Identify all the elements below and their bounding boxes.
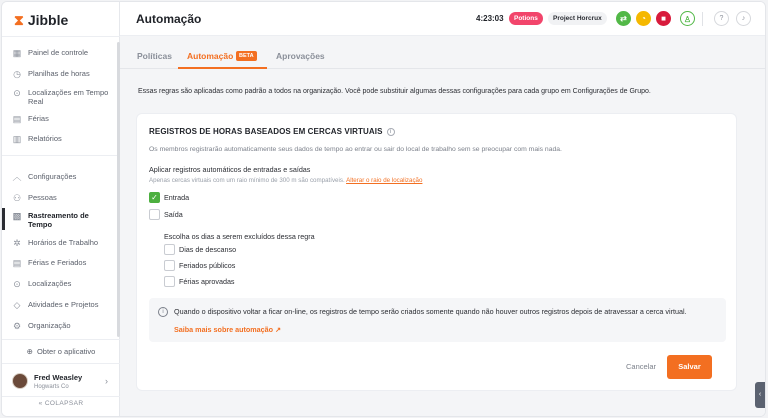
- divider: [2, 396, 120, 397]
- sidebar-item-label: Rastreamento de Tempo: [28, 211, 89, 229]
- active-tab-indicator: [178, 67, 267, 69]
- brand-name: Jibble: [27, 12, 69, 28]
- tab-bar: [120, 36, 765, 69]
- sidebar-item-label: Localizações: [28, 279, 72, 288]
- top-bar: [120, 2, 765, 36]
- get-app-label: Obter o aplicativo: [36, 346, 96, 356]
- swap-icon: ⇄: [620, 14, 627, 23]
- gear-icon: ⚙: [12, 321, 22, 331]
- collapse-button[interactable]: [2, 400, 120, 407]
- tab-automation[interactable]: Automação: [187, 51, 234, 61]
- divider: [2, 36, 120, 37]
- collapse-label: COLAPSAR: [44, 400, 84, 407]
- exclude-rest-days-checkbox[interactable]: [164, 244, 236, 255]
- chevron-right-icon: ›: [105, 376, 108, 386]
- card-description: Os membros registrarão automaticamente seus dados de tempo ao entrar ou sair do local de trabalho sem se preocupar com mais nada.: [149, 146, 562, 153]
- side-panel-toggle[interactable]: [755, 382, 765, 408]
- external-link-icon: ↗: [275, 325, 282, 334]
- dashboard-icon: ▦: [12, 48, 22, 58]
- person-clock-icon: ♙: [683, 15, 692, 24]
- radius-hint: [149, 177, 422, 184]
- sidebar-item-people[interactable]: [12, 193, 57, 203]
- brand-logo[interactable]: [14, 12, 68, 28]
- checkbox-unchecked[interactable]: [164, 244, 175, 255]
- sidebar-item-activities[interactable]: [12, 300, 98, 310]
- sidebar-item-work-schedules[interactable]: [12, 238, 98, 248]
- sidebar-item-live-locations[interactable]: [12, 88, 112, 106]
- sidebar-item-label: Horários de Trabalho: [28, 238, 99, 247]
- info-icon: i: [158, 307, 168, 317]
- clock-in-checkbox[interactable]: [149, 192, 189, 203]
- project-badge[interactable]: Project Horcrux: [548, 12, 607, 25]
- help-button[interactable]: [714, 11, 729, 26]
- checkbox-unchecked[interactable]: [149, 209, 160, 220]
- sidebar-item-reports[interactable]: [12, 134, 62, 144]
- exclude-approved-vacation-checkbox[interactable]: [164, 276, 235, 287]
- active-indicator: [2, 208, 5, 230]
- geofence-settings-card: [137, 114, 736, 390]
- sidebar-item-label: Planilhas de horas: [28, 69, 90, 78]
- checkbox-unchecked[interactable]: [164, 260, 175, 271]
- get-app-button[interactable]: [2, 340, 120, 362]
- activity-badge[interactable]: Potions: [509, 12, 543, 25]
- beta-badge: BETA: [236, 51, 257, 61]
- location-icon: ⊙: [13, 279, 21, 289]
- sidebar-item-vacation[interactable]: [12, 114, 49, 124]
- help-icon: ?: [719, 15, 724, 22]
- learn-more-link[interactable]: [174, 325, 281, 334]
- exclude-days-label: Escolha os dias a serem excluídos dessa regra: [164, 232, 315, 241]
- check-icon: ✓: [151, 193, 158, 202]
- checkbox-label: Saída: [164, 210, 183, 219]
- app-window: [1, 1, 766, 417]
- divider: [2, 363, 120, 364]
- coffee-icon: ◔: [641, 14, 646, 23]
- offline-notice: [149, 298, 726, 342]
- map-pin-icon: ⊙: [13, 88, 21, 98]
- info-text: Essas regras são aplicadas como padrão a todos na organização. Você pode substituir algumas dessas configurações para cada grupo em Configurações de Grupo.: [138, 88, 651, 95]
- notice-text: Quando o dispositivo voltar a ficar on-line, os registros de tempo serão criados somente quando não houver outros registros depois de atravessar a cerca virtual.: [174, 307, 687, 316]
- checkbox-unchecked[interactable]: [164, 276, 175, 287]
- checkbox-label: Dias de descanso: [179, 245, 237, 254]
- sidebar-item-label: Atividades e Projetos: [28, 300, 99, 309]
- sidebar-item-label: Configurações: [28, 172, 77, 181]
- user-name: Fred Weasley: [34, 372, 83, 382]
- stop-icon: ■: [661, 14, 666, 23]
- sidebar-settings-toggle[interactable]: [12, 172, 76, 182]
- calendar-icon: ▤: [12, 114, 22, 124]
- learn-more-label: Saiba mais sobre automação: [174, 325, 274, 334]
- page-title: Automação: [136, 12, 202, 26]
- sidebar-item-organization[interactable]: [12, 321, 71, 331]
- divider: [702, 12, 703, 26]
- checkbox-label: Entrada: [164, 193, 190, 202]
- main-content: [120, 36, 765, 416]
- jibble-logo-icon: ⧗: [14, 12, 24, 28]
- tab-approvals[interactable]: Aprovações: [276, 51, 325, 61]
- schedule-icon: ✲: [13, 238, 21, 248]
- divider: [2, 155, 120, 156]
- sidebar-item-label: Pessoas: [28, 193, 57, 202]
- sidebar-item-label: Painel de controle: [28, 48, 89, 57]
- card-subheading: Aplicar registros automáticos de entradas e saídas: [149, 165, 311, 174]
- exclude-public-holidays-checkbox[interactable]: [164, 260, 235, 271]
- clock-icon: ◷: [13, 69, 21, 79]
- sidebar-item-label: Organização: [28, 321, 71, 330]
- switch-activity-button[interactable]: [616, 11, 631, 26]
- sidebar-item-label: Férias: [28, 114, 49, 123]
- clock-out-checkbox[interactable]: [149, 209, 183, 220]
- avatar: [12, 373, 28, 389]
- timer-display: 4:23:03: [476, 14, 504, 23]
- card-heading-text: REGISTROS DE HORAS BASEADOS EM CERCAS VIRTUAIS: [149, 127, 383, 136]
- double-chevron-left-icon: «: [38, 400, 43, 407]
- sidebar-item-timesheets[interactable]: [12, 69, 90, 79]
- bell-icon: ♪: [741, 15, 746, 22]
- save-button[interactable]: Salvar: [667, 355, 712, 379]
- change-radius-link[interactable]: Alterar o raio de localização: [346, 177, 423, 184]
- time-tracking-icon: ▧: [12, 211, 22, 221]
- holidays-icon: ▤: [12, 258, 22, 268]
- break-button[interactable]: [636, 11, 651, 26]
- clock-in-button[interactable]: [680, 11, 695, 26]
- hint-text: Apenas cercas virtuais com um raio mínimo de 300 m são compatíveis.: [149, 177, 345, 184]
- sidebar-item-label: Férias e Feriados: [28, 258, 87, 267]
- tab-policies[interactable]: Políticas: [137, 51, 172, 61]
- sidebar-item-locations[interactable]: [12, 279, 71, 289]
- download-icon: ⊕: [26, 346, 33, 356]
- sidebar-item-time-tracking[interactable]: [12, 211, 102, 229]
- user-org: Hogwarts Co: [34, 383, 69, 390]
- people-icon: ⚇: [12, 193, 22, 203]
- chevron-up-icon: ︿: [12, 172, 22, 182]
- sidebar-item-holidays[interactable]: [12, 258, 86, 268]
- sidebar-item-dashboard[interactable]: [12, 48, 88, 58]
- user-profile[interactable]: [2, 366, 120, 396]
- card-heading: [149, 127, 395, 136]
- info-icon[interactable]: i: [387, 128, 395, 136]
- checkbox-checked[interactable]: [149, 192, 160, 203]
- tag-icon: ◇: [13, 300, 21, 310]
- reports-icon: ▥: [12, 134, 22, 144]
- sidebar-item-label: Relatórios: [28, 134, 62, 143]
- cancel-button[interactable]: Cancelar: [626, 362, 657, 371]
- chevron-left-icon: ‹: [758, 391, 762, 398]
- notifications-button[interactable]: [736, 11, 751, 26]
- checkbox-label: Feriados públicos: [179, 261, 236, 270]
- checkbox-label: Férias aprovadas: [179, 277, 235, 286]
- sidebar-item-label: Localizações em Tempo Real: [28, 88, 109, 106]
- sidebar: [2, 2, 120, 416]
- stop-button[interactable]: [656, 11, 671, 26]
